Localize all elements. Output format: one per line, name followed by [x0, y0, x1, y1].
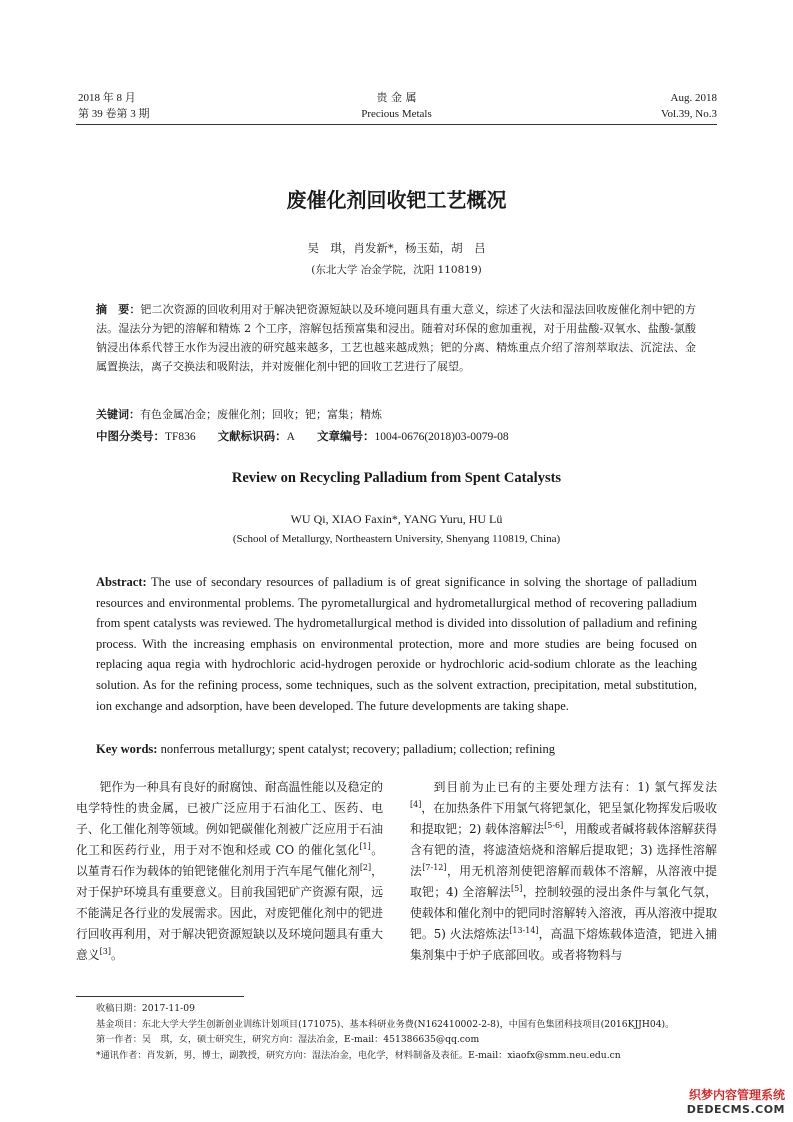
- article-no-label: 文章编号：: [316, 429, 375, 443]
- body-text: ，用无机溶剂使钯溶解而载体不溶解，从溶液中提取钯；4) 全溶解法: [410, 864, 717, 899]
- abstract-cn-label: 摘 要：: [96, 303, 141, 316]
- keywords-cn: [96, 405, 696, 424]
- header-date: 2018 年 8 月: [78, 92, 136, 104]
- header-rule: [76, 124, 717, 125]
- body-text: 。: [110, 948, 123, 962]
- body-text: ，用酸或者碱将载体溶解获得含有钯的渣，将滤渣焙烧和溶解后提取钯；3) 选择性溶解法: [410, 822, 717, 878]
- body-text: ，高温下熔炼载体造渣，钯进入捕集剂集中于炉子底部回收。或者将物料与: [410, 927, 717, 962]
- article-no-value: 1004-0676(2018)03-0079-08: [374, 431, 509, 443]
- abstract-en: [96, 572, 697, 716]
- citation: [2]: [359, 863, 372, 873]
- keywords-cn-text: 有色金属冶金；废催化剂；回收；钯；富集；精炼: [140, 408, 382, 421]
- footnote-funding: 基金项目：东北大学大学生创新创业训练计划项目(171075)、基本科研业务费(N162410002-2-8)，中国有色集团科技项目(2016KJJH04)。: [96, 1018, 675, 1030]
- keywords-en: [96, 739, 697, 759]
- body-column-left: [76, 777, 383, 966]
- footnote-received: 收稿日期：2017-11-09: [96, 1003, 195, 1014]
- header-journal-cn: 贵 金 属: [376, 91, 417, 104]
- header-volume-en: Vol.39, No.3: [660, 108, 717, 120]
- citation: [7-12]: [422, 863, 447, 873]
- header-issue-info-en: [661, 90, 717, 122]
- watermark: [687, 1086, 785, 1116]
- body-text: 钯作为一种具有良好的耐腐蚀、耐高温性能以及稳定的电学特性的贵金属，已被广泛应用于石油化工、医药、电子、化工催化剂等领域。例如钯碳催化剂被广泛应用于石油化工和医药行业，用于对不饱和烃或 CO 的催化氢化: [76, 780, 383, 857]
- watermark-cn: 织梦内容管理系统: [688, 1088, 785, 1102]
- footnotes: [96, 1001, 736, 1063]
- citation: [1]: [359, 842, 371, 852]
- keywords-en-label: Key words:: [96, 742, 158, 756]
- footnote-rule: [76, 996, 244, 997]
- footnote-first-author: 第一作者：吴 琪，女，硕士研究生，研究方向：湿法冶金，E-mail：451386635@qq.com: [96, 1034, 480, 1045]
- citation: [5]: [511, 884, 523, 894]
- body-text: ，对于保护环境具有重要意义。目前我国钯矿产资源有限，远不能满足各行业的发展需求。因此，对废钯催化剂中的钯进行回收再利用，对于解决钯资源短缺以及环境问题具有重大意义: [76, 864, 383, 962]
- clc-label: 中图分类号：: [96, 429, 165, 443]
- authors-cn: 吴 琪，肖发新*，杨玉茹，胡 吕: [307, 241, 486, 255]
- body-text: ，在加热条件下用氯气将钯氯化，钯呈氯化物挥发后吸收和提取钯；2) 载体溶解法: [410, 801, 717, 836]
- doc-code-value: A: [286, 431, 295, 443]
- header-volume: 第 39 卷第 3 期: [78, 108, 150, 120]
- citation: [4]: [410, 800, 422, 810]
- citation: [3]: [99, 947, 111, 957]
- abstract-cn: [96, 300, 696, 376]
- body-column-right: [410, 777, 717, 966]
- body-paragraph: [76, 777, 383, 966]
- abstract-en-label: Abstract:: [96, 575, 147, 589]
- title-cn: 废催化剂回收钯工艺概况: [286, 188, 507, 212]
- doc-code-label: 文献标识码：: [217, 429, 287, 443]
- header-journal-en: Precious Metals: [361, 108, 432, 120]
- keywords-cn-label: 关键词：: [96, 408, 140, 421]
- authors-en: WU Qi, XIAO Faxin*, YANG Yuru, HU Lü: [290, 512, 503, 526]
- header-date-en: Aug. 2018: [670, 92, 717, 104]
- body-text: 到目前为止已有的主要处理方法有：1) 氯气挥发法: [433, 780, 717, 794]
- title-en: Review on Recycling Palladium from Spent Catalysts: [231, 470, 562, 486]
- abstract-cn-text: 钯二次资源的回收利用对于解决钯资源短缺以及环境问题具有重大意义，综述了火法和湿法回收废催化剂中钯的方法。湿法分为钯的溶解和精炼 2 个工序，溶解包括预富集和浸出。随着对环保的愈加重视，对于用盐酸-双氧水、盐酸-氯酸钠浸出体系代替王水作为浸出液的研究越来越多，工艺也越来越成熟；钯的分离、精炼重点介绍了溶剂萃取法、沉淀法、金属置换法，离子交换法和吸附法，并对废催化剂中钯的回收工艺进行了展望。: [96, 303, 696, 373]
- body-paragraph: [410, 777, 717, 966]
- body-text: 。以堇青石作为载体的铂钯铑催化剂用于汽车尾气催化剂: [76, 843, 383, 878]
- watermark-en: DEDECMS.COM: [686, 1103, 785, 1116]
- keywords-en-text: nonferrous metallurgy; spent catalyst; recovery; palladium; collection; refining: [160, 742, 556, 756]
- citation: [13-14]: [509, 926, 539, 936]
- citation: [5-6]: [544, 821, 564, 831]
- abstract-en-text: The use of secondary resources of palladium is of great significance in solving the shortage of palladium resources and environmental problems. The pyrometallurgical and hydrometallurgical method of recovering palladium from spent catalysts was reviewed. The hydrometallurgical method is divided into dissolution of palladium and refining process. With the increasing emphasis on environmental protection, more and more studies are being focused on replacing aqua regia with hydrochloric acid-hydrogen peroxide or hydrochloric acid-sodium chlorate as the leaching solution. As for the refining process, some techniques, such as the solvent extraction, precipitation, metal substitution, ion exchange and adsorption, have been developed. The future developments are taking shape.: [96, 575, 697, 713]
- body-text: ，控制较强的浸出条件与氧化气氛，使载体和催化剂中的钯同时溶解转入溶液，再从溶液中提取钯。5) 火法熔炼法: [410, 885, 717, 941]
- classification-line: [96, 427, 716, 447]
- footnote-corresponding: *通讯作者：肖发新，男，博士，副教授，研究方向：湿法冶金，电化学，材料制备及表征。E-mail：xiaofx@smm.neu.edu.cn: [96, 1049, 621, 1061]
- affiliation-en: (School of Metallurgy, Northeastern University, Shenyang 110819, China): [232, 533, 561, 545]
- affiliation-cn: (东北大学 冶金学院，沈阳 110819): [311, 264, 482, 276]
- clc-value: TF836: [165, 431, 196, 443]
